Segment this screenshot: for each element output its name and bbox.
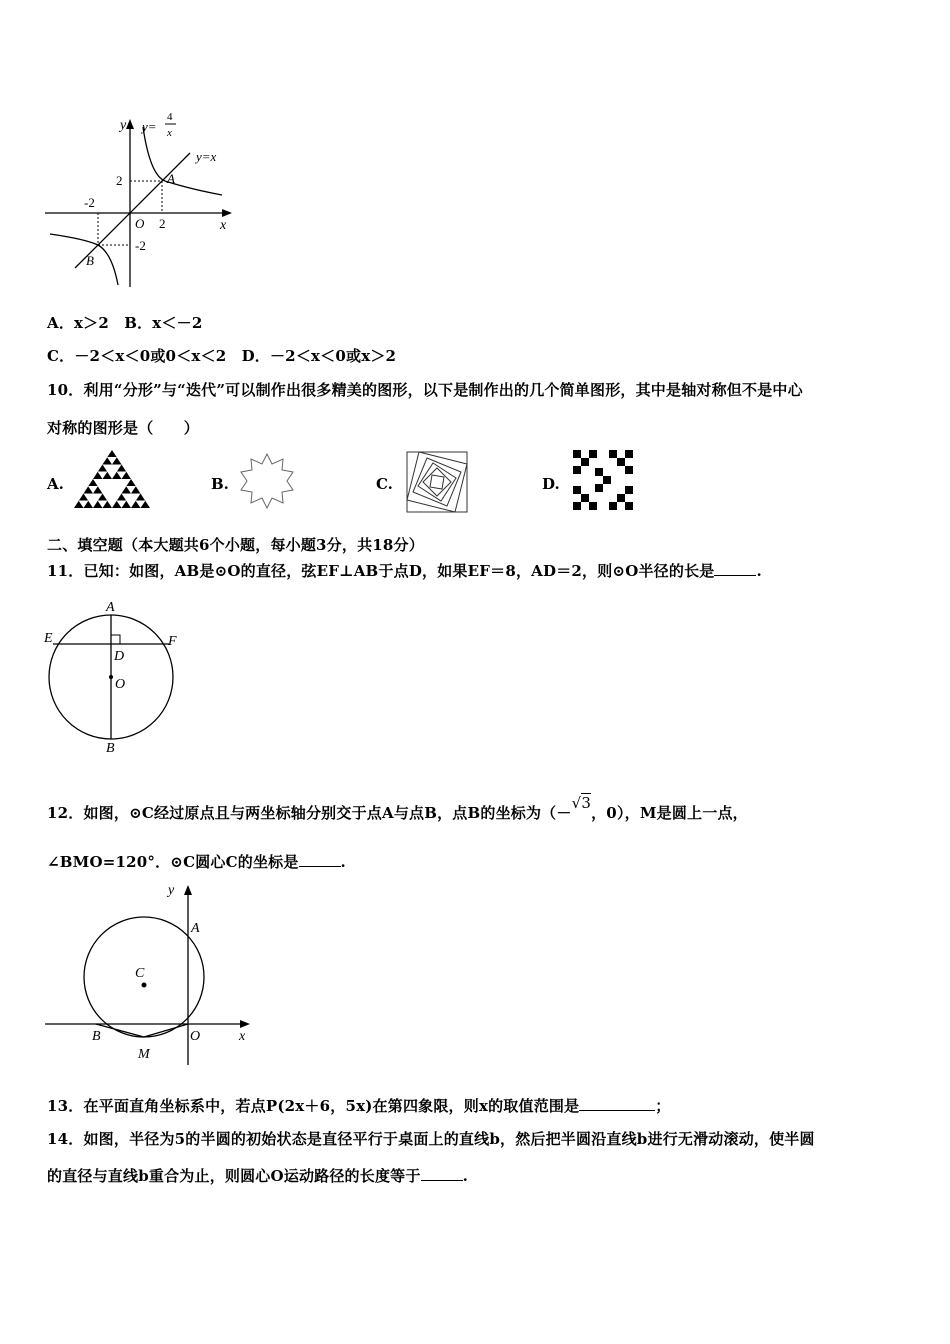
q10-stem-line1: 10．利用“分形”与“迭代”可以制作出很多精美的图形，以下是制作出的几个简单图形，其中是轴对称但不是中心 [47, 381, 803, 399]
label-o: O [115, 677, 126, 692]
q10-option-d-label: D. [542, 475, 560, 493]
label-b: B [106, 741, 115, 756]
label-a: A [106, 600, 115, 615]
label-c: C [135, 966, 145, 981]
q13-stem-end: ； [655, 1097, 671, 1115]
curve-label: y= [142, 119, 157, 134]
q11-answer-blank[interactable] [714, 561, 756, 576]
label-b: B [92, 1029, 101, 1044]
label-y: y [168, 883, 175, 898]
center-dot [109, 675, 113, 679]
q13-answer-blank[interactable] [579, 1096, 655, 1111]
point-b-label: B [86, 253, 94, 268]
origin-label: O [135, 216, 145, 231]
label-f: F [168, 634, 177, 649]
q12-answer-blank[interactable] [299, 852, 341, 867]
y-axis-arrow [184, 885, 192, 895]
q10-option-d-checker-x [573, 450, 633, 510]
q9-options-ab: A．x＞2 B．x＜－2 [47, 314, 203, 332]
curve-frac-num: 4 [167, 111, 173, 123]
label-e: E [44, 631, 53, 646]
q9-hyperbola-figure [40, 105, 250, 290]
q14-stem-line1: 14．如图，半径为5的半圆的初始状态是直径平行于桌面上的直线b，然后把半圆沿直线b进行无滑动滚动，使半圆 [47, 1130, 815, 1148]
q13-stem-text: 13．在平面直角坐标系中，若点P(2x＋6，5x)在第四象限，则x的取值范围是 [47, 1097, 580, 1115]
q10-option-a-sierpinski [72, 448, 152, 510]
q10-stem-line2: 对称的图形是（ ） [47, 419, 200, 437]
line-label: y=x [196, 149, 217, 164]
q12-stem-line2 [47, 851, 346, 872]
q10-option-a-label: A. [47, 475, 64, 493]
label-o: O [190, 1029, 201, 1044]
tick-neg2-x: -2 [84, 195, 95, 210]
label-m: M [138, 1047, 150, 1062]
q10-option-b-snowflake [236, 450, 298, 512]
q12-stem-pre: 12．如图，⊙C经过原点且与两坐标轴分别交于点A与点B，点B的坐标为（－ [47, 804, 572, 822]
tick-neg2-y: -2 [135, 238, 146, 253]
q13-stem [47, 1095, 671, 1116]
curve-frac-den: x [167, 127, 172, 139]
segment-mo [144, 1024, 188, 1037]
q12-stem-post: ，0），M是圆上一点， [591, 804, 748, 822]
q14-stem-line2 [47, 1165, 468, 1186]
q14-answer-blank[interactable] [421, 1166, 463, 1181]
point-a-label: A [167, 171, 175, 186]
label-d: D [114, 649, 125, 664]
q11-stem-end: . [756, 562, 762, 580]
tick-2-y: 2 [116, 173, 123, 188]
q9-options-cd: C．－2＜x＜0或0＜x＜2 D．－2＜x＜0或x＞2 [47, 347, 397, 365]
sqrt-radicand: 3 [581, 794, 592, 812]
section-2-heading: 二、填空题（本大题共6个小题，每小题3分，共18分） [47, 536, 424, 554]
y-axis-arrow [126, 119, 134, 129]
q10-option-c-nested-squares [405, 450, 469, 514]
center-c-dot [142, 983, 147, 988]
q11-circle-figure [40, 598, 190, 756]
q12-circle-figure [40, 880, 255, 1065]
q11-stem-text: 11．已知：如图，AB是⊙O的直径，弦EF⊥AB于点D，如果EF＝8，AD＝2，则⊙O半径的长是 [47, 562, 715, 580]
x-axis-arrow [240, 1020, 250, 1028]
q10-option-c-label: C. [376, 475, 393, 493]
q14-stem-text: 的直径与直线b重合为止，则圆心O运动路径的长度等于 [47, 1167, 421, 1185]
q11-stem [47, 560, 762, 581]
label-x: x [239, 1029, 246, 1044]
q14-stem-end: . [462, 1167, 468, 1185]
q12-stem-line1 [47, 794, 748, 823]
right-angle-mark [111, 635, 120, 644]
q12-sqrt [572, 794, 592, 812]
segment-bm [96, 1024, 144, 1037]
axis-y-label: y [120, 118, 127, 133]
axis-x-label: x [220, 218, 227, 233]
q12-stem-end: . [340, 853, 346, 871]
tick-2-x: 2 [159, 216, 166, 231]
label-a: A [191, 921, 200, 936]
sqrt-sign: √ [571, 794, 582, 812]
x-axis-arrow [222, 209, 232, 217]
q10-option-b-label: B. [211, 475, 229, 493]
q12-stem-text: ∠BMO=120°．⊙C圆心C的坐标是 [47, 853, 299, 871]
